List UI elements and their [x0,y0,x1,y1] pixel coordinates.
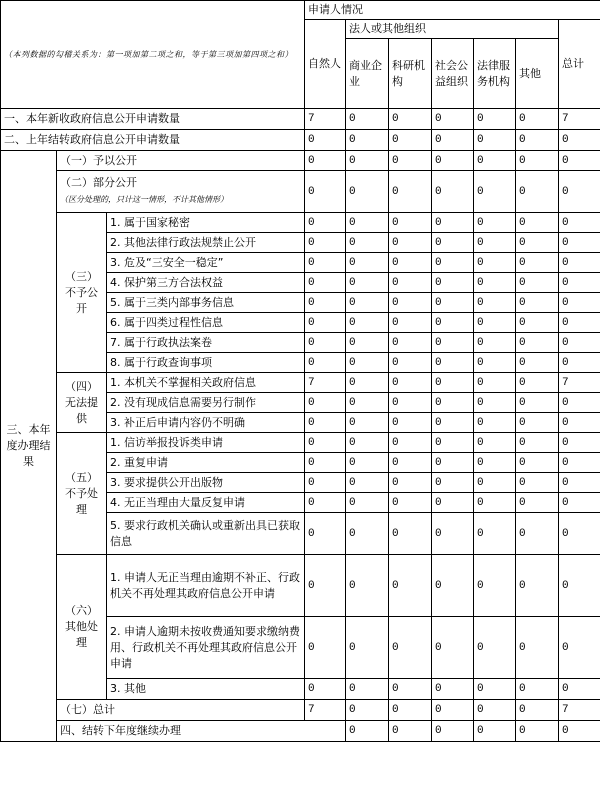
table-row [1,151,600,171]
cell-value: 0 [559,617,600,679]
group-label-other-process: （六）其他处理 [57,555,107,700]
cell-value: 7 [559,109,600,130]
cell-value: 0 [474,453,516,473]
cell-value: 0 [346,353,389,373]
cell-value: 0 [516,373,559,393]
row-label-note: （区分处理的，只计这一情形，不计其他情形） [60,195,228,204]
cell-value: 0 [559,473,600,493]
cell-value: 0 [559,353,600,373]
cell-value: 0 [474,213,516,233]
cell-value: 0 [346,253,389,273]
cell-value: 0 [389,151,432,171]
row-label: 2. 其他法律行政法规禁止公开 [107,233,305,253]
cell-value: 0 [346,293,389,313]
row-label: （七）总计 [57,700,305,721]
row-label [57,171,305,213]
cell-value: 0 [516,333,559,353]
cell-value: 0 [432,353,474,373]
legal-service-header: 法律服务机构 [474,39,516,109]
cell-value: 0 [305,513,346,555]
row-label: 3. 补正后申请内容仍不明确 [107,413,305,433]
cell-value: 0 [432,493,474,513]
cell-value: 0 [559,679,600,700]
cell-value: 0 [346,493,389,513]
cell-value: 0 [516,413,559,433]
cell-value: 0 [516,273,559,293]
cell-value: 0 [305,213,346,233]
cell-value: 0 [516,493,559,513]
row-label-main: （二）部分公开 [60,176,137,189]
cell-value: 0 [559,130,600,151]
cell-value: 0 [516,233,559,253]
row-label: 2. 申请人逾期未按收费通知要求缴纳费用、行政机关不再处理其政府信息公开申请 [107,617,305,679]
cell-value: 0 [516,555,559,617]
cell-value: 0 [559,721,600,742]
cell-value: 0 [346,700,389,721]
cell-value: 7 [305,373,346,393]
cell-value: 0 [305,679,346,700]
cell-value: 0 [516,151,559,171]
cell-value: 0 [305,555,346,617]
cell-value: 0 [389,233,432,253]
cell-value: 0 [474,473,516,493]
cell-value: 0 [432,413,474,433]
cell-value: 0 [346,617,389,679]
cell-value: 0 [305,453,346,473]
cell-value: 0 [559,171,600,213]
cell-value: 0 [432,233,474,253]
cell-value: 0 [305,151,346,171]
cell-value: 7 [305,700,346,721]
cell-value: 0 [474,413,516,433]
cell-value: 0 [432,473,474,493]
cell-value: 0 [474,233,516,253]
cell-value: 0 [389,493,432,513]
research-header: 科研机构 [389,39,432,109]
cell-value: 0 [559,493,600,513]
cell-value: 0 [432,433,474,453]
cell-value: 0 [474,700,516,721]
cell-value: 0 [474,353,516,373]
cell-value: 0 [346,373,389,393]
cell-value: 0 [432,393,474,413]
cell-value: 0 [346,213,389,233]
cell-value: 0 [346,233,389,253]
cell-value: 0 [516,353,559,373]
cell-value: 0 [432,130,474,151]
table-row [1,171,600,213]
cell-value: 0 [389,433,432,453]
cell-value: 0 [474,253,516,273]
row-label: 3. 危及“三安全一稳定” [107,253,305,273]
cell-value: 0 [432,171,474,213]
cell-value: 0 [516,453,559,473]
cell-value: 0 [474,513,516,555]
cell-value: 7 [559,700,600,721]
row-label: 4. 保护第三方合法权益 [107,273,305,293]
cell-value: 0 [474,555,516,617]
cell-value: 0 [432,721,474,742]
cell-value: 0 [389,353,432,373]
group-label-not-process: （五）不予处理 [57,433,107,555]
row-label: 8. 属于行政查询事项 [107,353,305,373]
cell-value: 0 [474,273,516,293]
cell-value: 0 [305,293,346,313]
cell-value: 0 [432,617,474,679]
cell-value: 0 [346,721,389,742]
cell-value: 0 [559,433,600,453]
cell-value: 0 [389,721,432,742]
cell-value: 0 [389,700,432,721]
cell-value: 0 [432,700,474,721]
table-row [1,555,600,617]
cell-value: 0 [516,109,559,130]
cell-value: 0 [305,171,346,213]
cell-value: 0 [432,679,474,700]
cell-value: 0 [346,151,389,171]
cell-value: 0 [559,393,600,413]
cell-value: 0 [559,293,600,313]
cell-value: 0 [432,513,474,555]
row-label: 一、本年新收政府信息公开申请数量 [1,109,305,130]
group-label-not-open: （三）不予公开 [57,213,107,373]
cell-value: 0 [516,393,559,413]
cell-value: 0 [305,473,346,493]
row-label: 2. 没有现成信息需要另行制作 [107,393,305,413]
row-label: 6. 属于四类过程性信息 [107,313,305,333]
cell-value: 0 [389,555,432,617]
cell-value: 0 [432,333,474,353]
cell-value: 0 [389,273,432,293]
cell-value: 0 [305,413,346,433]
row-label: 二、上年结转政府信息公开申请数量 [1,130,305,151]
row-label: 3. 其他 [107,679,305,700]
cell-value: 0 [305,273,346,293]
cell-value: 0 [559,151,600,171]
cell-value: 0 [474,493,516,513]
cell-value: 0 [389,453,432,473]
cell-value: 0 [389,130,432,151]
cell-value: 0 [516,721,559,742]
cell-value: 0 [516,513,559,555]
cell-value: 0 [346,393,389,413]
cell-value: 0 [305,130,346,151]
commercial-header: 商业企业 [346,39,389,109]
cell-value: 0 [559,313,600,333]
cell-value: 0 [432,253,474,273]
table-row [1,373,600,393]
row-label: 1. 本机关不掌握相关政府信息 [107,373,305,393]
cell-value: 0 [516,433,559,453]
cell-value: 0 [346,473,389,493]
cell-value: 0 [432,293,474,313]
cell-value: 0 [432,109,474,130]
cell-value: 0 [474,433,516,453]
cell-value: 0 [346,171,389,213]
cell-value: 0 [346,433,389,453]
cell-value: 0 [346,313,389,333]
cell-value: 0 [559,413,600,433]
cell-value: 0 [516,253,559,273]
cell-value: 0 [432,373,474,393]
cell-value: 0 [389,473,432,493]
cell-value: 0 [305,333,346,353]
row-label: 四、结转下年度继续办理 [57,721,346,742]
table-row [1,433,600,453]
cell-value: 0 [389,171,432,213]
cell-value: 0 [389,617,432,679]
cell-value: 0 [559,213,600,233]
cell-value: 0 [559,273,600,293]
table-row [1,700,600,721]
cell-value: 0 [474,171,516,213]
cell-value: 0 [474,393,516,413]
cell-value: 7 [305,109,346,130]
cell-value: 0 [516,313,559,333]
cell-value: 0 [305,253,346,273]
cell-value: 0 [389,109,432,130]
group-label-result: 三、本年度办理结果 [1,151,57,742]
table-row [1,213,600,233]
cell-value: 0 [516,679,559,700]
cell-value: 0 [432,453,474,473]
row-label: 1. 属于国家秘密 [107,213,305,233]
table-note: （本列数据的勾稽关系为：第一项加第二项之和，等于第三项加第四项之和） [1,1,305,109]
cell-value: 0 [559,513,600,555]
row-label: 4. 无正当理由大量反复申请 [107,493,305,513]
legal-other-orgs-header: 法人或其他组织 [346,20,559,39]
cell-value: 0 [432,555,474,617]
natural-person-header: 自然人 [305,20,346,109]
cell-value: 0 [516,293,559,313]
cell-value: 0 [559,253,600,273]
cell-value: 0 [474,293,516,313]
cell-value: 0 [474,617,516,679]
table-row [1,109,600,130]
cell-value: 0 [516,617,559,679]
cell-value: 0 [305,233,346,253]
cell-value: 0 [389,313,432,333]
cell-value: 0 [305,433,346,453]
cell-value: 0 [389,373,432,393]
cell-value: 0 [346,555,389,617]
row-label: 2. 重复申请 [107,453,305,473]
cell-value: 0 [474,721,516,742]
total-header: 总计 [559,20,600,109]
cell-value: 0 [474,679,516,700]
cell-value: 0 [516,171,559,213]
other-header: 其他 [516,39,559,109]
cell-value: 0 [346,273,389,293]
cell-value: 0 [474,130,516,151]
cell-value: 0 [474,109,516,130]
row-label: 1. 申请人无正当理由逾期不补正、行政机关不再处理其政府信息公开申请 [107,555,305,617]
cell-value: 0 [346,453,389,473]
cell-value: 0 [432,313,474,333]
cell-value: 0 [305,393,346,413]
table-row [1,130,600,151]
cell-value: 0 [389,293,432,313]
cell-value: 0 [346,333,389,353]
cell-value: 0 [305,313,346,333]
cell-value: 0 [389,253,432,273]
row-label: 5. 属于三类内部事务信息 [107,293,305,313]
row-label: 1. 信访举报投诉类申请 [107,433,305,453]
cell-value: 0 [346,413,389,433]
cell-value: 0 [389,333,432,353]
cell-value: 0 [559,233,600,253]
row-label: 7. 属于行政执法案卷 [107,333,305,353]
row-label: 5. 要求行政机关确认或重新出具已获取信息 [107,513,305,555]
cell-value: 0 [346,109,389,130]
row-label: 3. 要求提供公开出版物 [107,473,305,493]
cell-value: 0 [389,213,432,233]
cell-value: 0 [305,353,346,373]
cell-value: 0 [559,453,600,473]
cell-value: 0 [389,679,432,700]
cell-value: 0 [305,617,346,679]
applicant-situation-header: 申请人情况 [305,1,600,20]
cell-value: 0 [516,213,559,233]
cell-value: 0 [516,700,559,721]
social-welfare-header: 社会公益组织 [432,39,474,109]
cell-value: 0 [559,333,600,353]
cell-value: 0 [346,513,389,555]
cell-value: 7 [559,373,600,393]
cell-value: 0 [346,679,389,700]
cell-value: 0 [474,313,516,333]
cell-value: 0 [389,413,432,433]
row-label: （一）予以公开 [57,151,305,171]
group-label-cannot-provide: （四）无法提供 [57,373,107,433]
cell-value: 0 [516,130,559,151]
cell-value: 0 [432,213,474,233]
cell-value: 0 [389,513,432,555]
table-row [1,721,600,742]
cell-value: 0 [389,393,432,413]
cell-value: 0 [516,473,559,493]
cell-value: 0 [305,493,346,513]
cell-value: 0 [346,130,389,151]
cell-value: 0 [432,273,474,293]
cell-value: 0 [432,151,474,171]
cell-value: 0 [474,373,516,393]
cell-value: 0 [474,151,516,171]
cell-value: 0 [474,333,516,353]
cell-value: 0 [559,555,600,617]
